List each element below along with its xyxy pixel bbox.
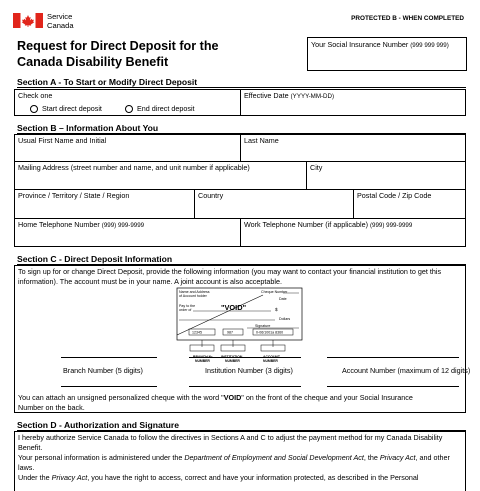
cheque-number-label: Cheque Number <box>261 290 288 294</box>
last-name-field[interactable] <box>240 134 466 162</box>
mailing-address-field[interactable] <box>14 161 307 190</box>
section-c-intro: To sign up for or change Direct Deposit, provide the following information (you may want to contact your financial institution to get this information). The account must be in your name. A joint account is also acceptable. <box>18 267 442 286</box>
cheque-account-code: 0-06/1001a 8360 <box>256 330 284 335</box>
title-line2: Canada Disability Benefit <box>17 54 169 69</box>
institution-number-underline <box>189 386 301 387</box>
province-label: Province / Territory / State / Region <box>18 191 130 200</box>
privacy-paragraph: Your personal information is administered under the Department of Employment and Social Development Act, the Privacy Act, and other laws. <box>18 453 450 472</box>
cheque-dollars: Dollars <box>279 317 291 321</box>
cheque-branch-label2: NUMBER <box>195 359 210 363</box>
home-phone-label: Home Telephone Number (999) 999-9999 <box>18 220 145 229</box>
country-label: Country <box>198 191 224 200</box>
service-line1: Service <box>47 12 73 21</box>
cheque-account-label2: NUMBER <box>263 359 278 363</box>
option-end-label: End direct deposit <box>137 104 195 113</box>
cheque-branch-code: 12345 <box>192 330 202 335</box>
effective-date-label: Effective Date (YYYY-MM-DD) <box>244 91 335 100</box>
section-d-box <box>14 431 466 491</box>
section-b-heading: Section B – Information About You <box>17 123 159 133</box>
form-title <box>17 39 219 70</box>
cheque-signature: Signature <box>255 324 271 328</box>
option-end[interactable] <box>125 104 195 113</box>
branch-number-underline <box>61 386 157 387</box>
start-radio[interactable] <box>30 105 38 113</box>
mailing-address-label: Mailing Address (street number and name, and unit number if applicable) <box>18 163 250 172</box>
city-label: City <box>310 163 323 172</box>
cheque-void: "VOID" <box>221 303 247 312</box>
work-phone-field[interactable] <box>240 218 466 247</box>
option-start[interactable] <box>30 104 102 113</box>
account-number-underline <box>327 386 459 387</box>
check-one-label: Check one <box>18 91 53 100</box>
postal-code-field[interactable] <box>353 189 466 219</box>
cheque-order-of: order of <box>179 308 192 312</box>
branch-number-input-line[interactable] <box>61 357 157 358</box>
privacy-rights-paragraph: Under the Privacy Act, you have the right to access, correct and have your information protected, as described in the Personal <box>18 473 419 482</box>
account-number-input-line[interactable] <box>327 357 459 358</box>
account-number-label: Account Number (maximum of 12 digits) <box>342 366 471 375</box>
cheque-institution-label2: NUMBER <box>225 359 240 363</box>
check-one-box <box>14 89 241 116</box>
home-phone-field[interactable] <box>14 218 241 247</box>
end-radio[interactable] <box>125 105 133 113</box>
section-c-heading: Section C - Direct Deposit Information <box>17 254 173 264</box>
city-field[interactable] <box>306 161 466 190</box>
cheque-pay-to: Pay to the <box>179 304 196 308</box>
cheque-date-label: Date <box>279 297 287 301</box>
section-a-rule <box>17 87 466 88</box>
last-name-label: Last Name <box>244 136 279 145</box>
section-c-box <box>14 265 471 413</box>
section-a-heading: Section A - To Start or Modify Direct Deposit <box>17 77 198 87</box>
service-line2: Canada <box>47 20 74 30</box>
province-field[interactable] <box>14 189 195 219</box>
protected-label: PROTECTED B - WHEN COMPLETED <box>351 15 464 22</box>
cheque-branch-label: BRANCH Nº <box>193 355 213 359</box>
void-cheque-note: You can attach an unsigned personalized cheque with the word "VOID" on the front of the cheque and your Social Insurance Number on the back. <box>18 393 413 412</box>
work-phone-label: Work Telephone Number (if applicable) (999) 999-9999 <box>244 220 413 229</box>
institution-number-label: Institution Number (3 digits) <box>205 366 293 375</box>
canada-flag-icon <box>13 13 43 28</box>
sin-label: Your Social Insurance Number (999 999 999) <box>311 40 449 49</box>
cheque-name-address: Name and Address <box>179 290 210 294</box>
sample-cheque-diagram <box>163 287 303 375</box>
institution-number-input-line[interactable] <box>189 357 301 358</box>
first-name-label: Usual First Name and Initial <box>18 136 107 145</box>
service-canada-wordmark <box>47 13 74 30</box>
cheque-dollar-sign: $ <box>275 307 278 312</box>
effective-date-field[interactable] <box>240 89 466 116</box>
cheque-institution-label: INSTITUTION <box>221 355 243 359</box>
cheque-account-holder: of Account holder <box>179 294 207 298</box>
country-field[interactable] <box>194 189 354 219</box>
sin-field[interactable] <box>307 37 467 71</box>
option-start-label: Start direct deposit <box>42 104 102 113</box>
title-line1: Request for Direct Deposit for the <box>17 39 219 53</box>
branch-number-label: Branch Number (5 digits) <box>63 366 143 375</box>
cheque-account-label: ACCOUNT <box>263 355 280 359</box>
section-d-heading: Section D - Authorization and Signature <box>17 420 180 430</box>
authorization-paragraph: I hereby authorize Service Canada to follow the directives in Sections A and C to adjust the payment method for my Canada Disability Benefit. <box>18 433 443 452</box>
postal-code-label: Postal Code / Zip Code <box>357 191 432 200</box>
first-name-field[interactable] <box>14 134 241 162</box>
cheque-institution-code: 987 <box>227 330 233 335</box>
